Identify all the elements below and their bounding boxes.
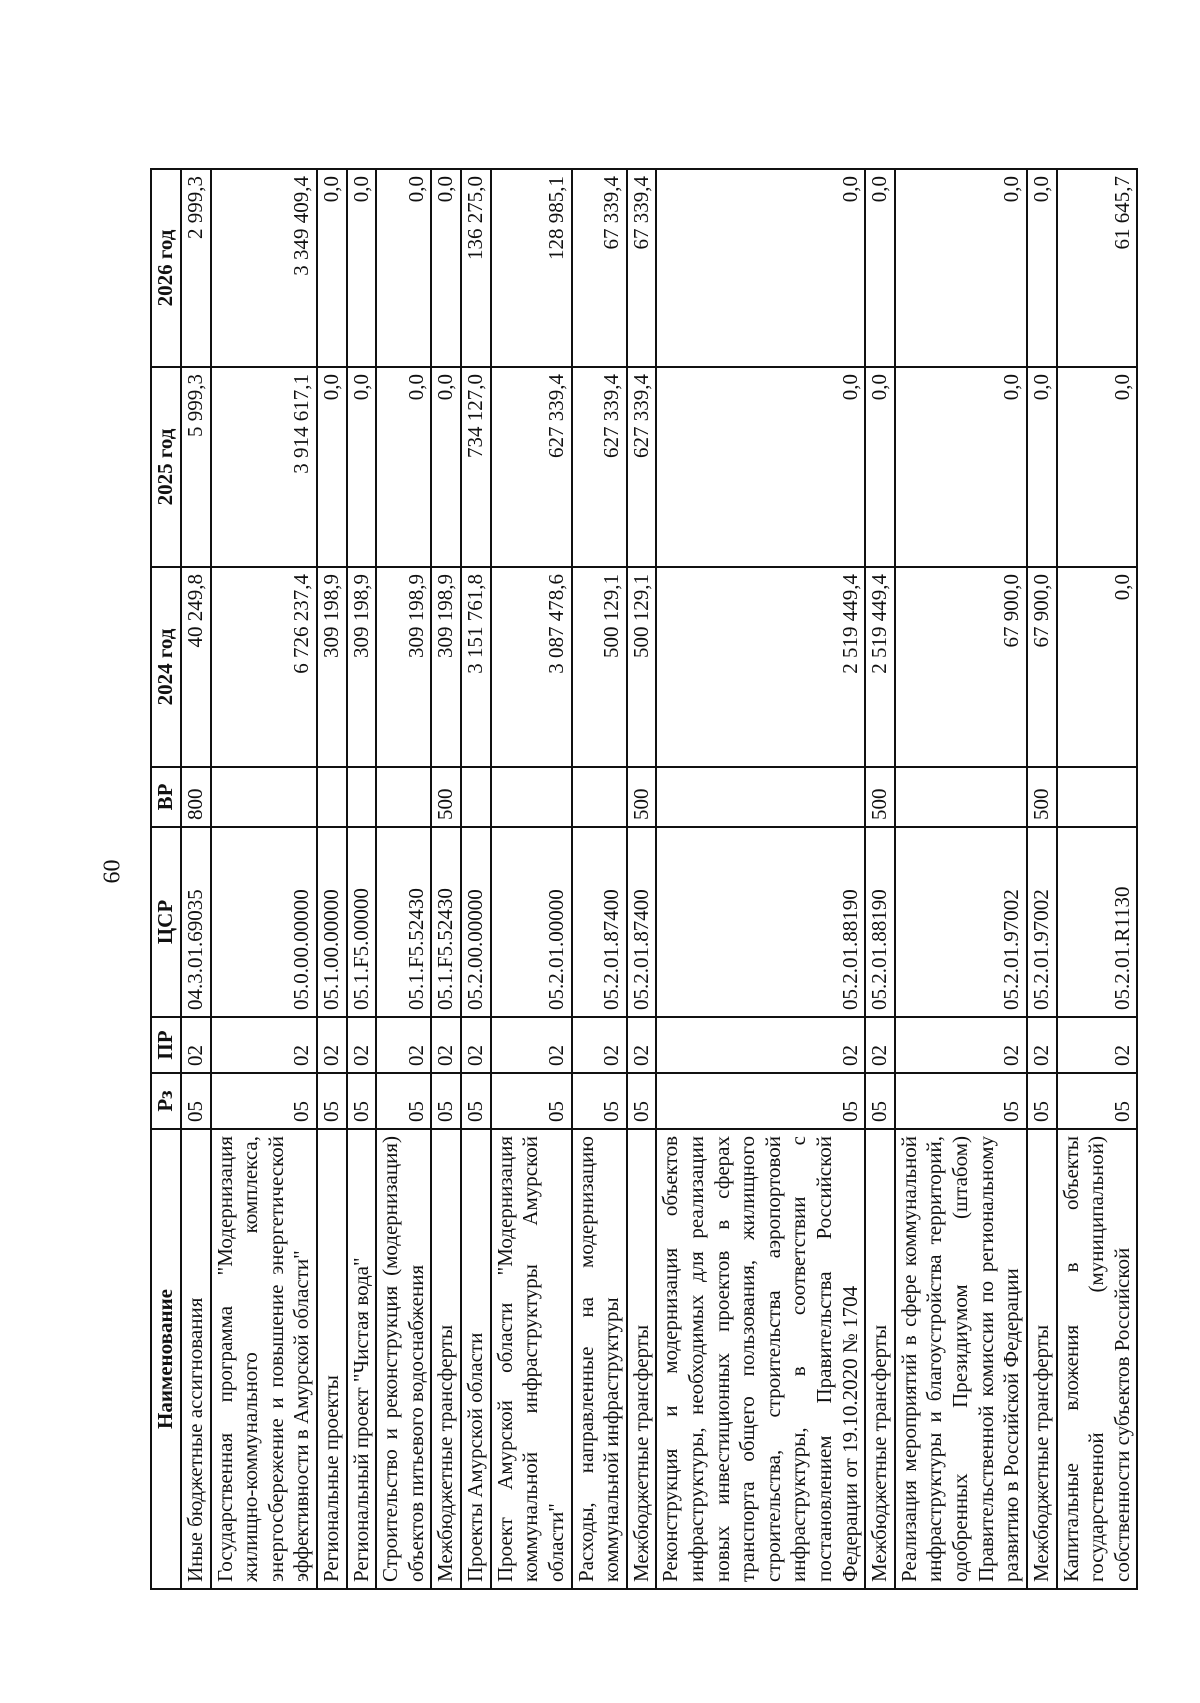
cell-2024: 500 129,1: [572, 567, 627, 767]
cell-csr: 05.1.F5.00000: [347, 827, 377, 1017]
cell-csr: 05.1.00.00000: [317, 827, 347, 1017]
header-csr: ЦСР: [151, 827, 181, 1017]
cell-2025: 0,0: [656, 367, 865, 567]
cell-vr: [895, 767, 1027, 827]
header-rz: Рз: [151, 1073, 181, 1129]
cell-2025: 5 999,3: [181, 367, 211, 567]
cell-2024: 309 198,9: [317, 567, 347, 767]
budget-table: [150, 168, 1138, 1590]
cell-csr: 05.2.01.R1130: [1057, 827, 1138, 1017]
cell-2026: 2 999,3: [181, 169, 211, 367]
cell-2026: 128 985,1: [491, 169, 572, 367]
table-row: [572, 169, 627, 1589]
cell-name: Капитальные вложения в объекты государственной (муниципальной) собственности субъектов Российской: [1057, 1129, 1138, 1589]
cell-2026: 0,0: [895, 169, 1027, 367]
cell-pr: 02: [181, 1017, 211, 1073]
cell-name: Реализация мероприятий в сфере коммунальной инфраструктуры и благоустройства территорий, одобренных Президиумом (штабом) Правительственной комиссии по региональному развитию в Российской Федерации: [895, 1129, 1027, 1589]
header-2025: 2025 год: [151, 367, 181, 567]
cell-rz: 05: [1057, 1073, 1138, 1129]
cell-rz: 05: [627, 1073, 657, 1129]
cell-pr: 02: [491, 1017, 572, 1073]
cell-rz: 05: [317, 1073, 347, 1129]
cell-rz: 05: [461, 1073, 491, 1129]
cell-vr: [572, 767, 627, 827]
table-row: [1027, 169, 1057, 1589]
cell-name: Иные бюджетные ассигнования: [181, 1129, 211, 1589]
cell-2026: 0,0: [1027, 169, 1057, 367]
cell-pr: 02: [317, 1017, 347, 1073]
cell-2025: 3 914 617,1: [211, 367, 317, 567]
cell-csr: 05.1.F5.52430: [431, 827, 461, 1017]
cell-rz: 05: [347, 1073, 377, 1129]
cell-2026: 0,0: [317, 169, 347, 367]
cell-2024: 500 129,1: [627, 567, 657, 767]
cell-2025: 627 339,4: [627, 367, 657, 567]
cell-pr: 02: [627, 1017, 657, 1073]
cell-csr: 05.2.01.97002: [895, 827, 1027, 1017]
cell-name: Государственная программа "Модернизация жилищно-коммунального комплекса, энергосбережение и повышение энергетической эффективности в Амурской области": [211, 1129, 317, 1589]
cell-csr: 04.3.01.69035: [181, 827, 211, 1017]
cell-vr: 500: [431, 767, 461, 827]
cell-csr: 05.2.01.88190: [865, 827, 895, 1017]
cell-rz: 05: [431, 1073, 461, 1129]
table-row: [376, 169, 431, 1589]
header-pr: ПР: [151, 1017, 181, 1073]
cell-2025: 0,0: [431, 367, 461, 567]
cell-2026: 0,0: [656, 169, 865, 367]
table-row: [656, 169, 865, 1589]
cell-pr: 02: [895, 1017, 1027, 1073]
cell-rz: 05: [181, 1073, 211, 1129]
table-row: [431, 169, 461, 1589]
cell-csr: 05.2.01.87400: [627, 827, 657, 1017]
table-row: [491, 169, 572, 1589]
table-body: [181, 169, 1137, 1589]
cell-2025: 0,0: [317, 367, 347, 567]
cell-vr: [1057, 767, 1138, 827]
cell-2025: 0,0: [865, 367, 895, 567]
cell-2024: 2 519 449,4: [865, 567, 895, 767]
cell-name: Региональные проекты: [317, 1129, 347, 1589]
cell-csr: 05.2.01.97002: [1027, 827, 1057, 1017]
cell-name: Строительство и реконструкция (модернизация) объектов питьевого водоснабжения: [376, 1129, 431, 1589]
cell-name: Региональный проект "Чистая вода": [347, 1129, 377, 1589]
header-2026: 2026 год: [151, 169, 181, 367]
cell-vr: [491, 767, 572, 827]
table-row: [317, 169, 347, 1589]
cell-2024: 309 198,9: [347, 567, 377, 767]
cell-2026: 3 349 409,4: [211, 169, 317, 367]
cell-rz: 05: [656, 1073, 865, 1129]
cell-rz: 05: [895, 1073, 1027, 1129]
cell-2026: 61 645,7: [1057, 169, 1138, 367]
cell-vr: [347, 767, 377, 827]
table-row: [627, 169, 657, 1589]
cell-2024: 40 249,8: [181, 567, 211, 767]
cell-2024: 67 900,0: [1027, 567, 1057, 767]
cell-csr: 05.2.01.88190: [656, 827, 865, 1017]
cell-rz: 05: [1027, 1073, 1057, 1129]
cell-csr: 05.2.01.87400: [572, 827, 627, 1017]
cell-name: Межбюджетные трансферты: [431, 1129, 461, 1589]
cell-2026: 0,0: [376, 169, 431, 367]
cell-vr: [461, 767, 491, 827]
header-name: Наименование: [151, 1129, 181, 1589]
cell-vr: [211, 767, 317, 827]
cell-2025: 627 339,4: [572, 367, 627, 567]
cell-vr: [656, 767, 865, 827]
cell-vr: [376, 767, 431, 827]
cell-pr: 02: [865, 1017, 895, 1073]
cell-2026: 67 339,4: [627, 169, 657, 367]
cell-2024: 3 087 478,6: [491, 567, 572, 767]
cell-name: Межбюджетные трансферты: [627, 1129, 657, 1589]
cell-2026: 67 339,4: [572, 169, 627, 367]
cell-pr: 02: [1027, 1017, 1057, 1073]
cell-rz: 05: [491, 1073, 572, 1129]
cell-2026: 0,0: [431, 169, 461, 367]
cell-name: Расходы, направленные на модернизацию коммунальной инфраструктуры: [572, 1129, 627, 1589]
cell-rz: 05: [865, 1073, 895, 1129]
cell-pr: 02: [376, 1017, 431, 1073]
cell-2026: 0,0: [347, 169, 377, 367]
cell-name: Проект Амурской области "Модернизация коммунальной инфраструктуры Амурской области": [491, 1129, 572, 1589]
cell-2025: 734 127,0: [461, 367, 491, 567]
cell-csr: 05.2.01.00000: [491, 827, 572, 1017]
cell-name: Проекты Амурской области: [461, 1129, 491, 1589]
table-row: [461, 169, 491, 1589]
table-row: [865, 169, 895, 1589]
cell-pr: 02: [347, 1017, 377, 1073]
page-number: 60: [99, 859, 126, 884]
header-2024: 2024 год: [151, 567, 181, 767]
cell-vr: 800: [181, 767, 211, 827]
cell-vr: [317, 767, 347, 827]
cell-2025: 0,0: [895, 367, 1027, 567]
cell-rz: 05: [211, 1073, 317, 1129]
cell-2025: 0,0: [1027, 367, 1057, 567]
cell-2024: 309 198,9: [376, 567, 431, 767]
table-container: [150, 170, 1134, 1590]
cell-rz: 05: [376, 1073, 431, 1129]
cell-pr: 02: [211, 1017, 317, 1073]
cell-pr: 02: [461, 1017, 491, 1073]
cell-2024: 309 198,9: [431, 567, 461, 767]
cell-2024: 0,0: [1057, 567, 1138, 767]
cell-pr: 02: [431, 1017, 461, 1073]
cell-2024: 2 519 449,4: [656, 567, 865, 767]
cell-vr: 500: [1027, 767, 1057, 827]
cell-2026: 0,0: [865, 169, 895, 367]
table-row: [895, 169, 1027, 1589]
table-row: [347, 169, 377, 1589]
cell-name: Межбюджетные трансферты: [1027, 1129, 1057, 1589]
table-row: [181, 169, 211, 1589]
cell-csr: 05.0.00.00000: [211, 827, 317, 1017]
cell-name: Межбюджетные трансферты: [865, 1129, 895, 1589]
cell-csr: 05.2.00.00000: [461, 827, 491, 1017]
cell-2025: 627 339,4: [491, 367, 572, 567]
cell-vr: 500: [865, 767, 895, 827]
cell-csr: 05.1.F5.52430: [376, 827, 431, 1017]
cell-2025: 0,0: [347, 367, 377, 567]
table-row: [211, 169, 317, 1589]
table-row: [1057, 169, 1138, 1589]
cell-pr: 02: [656, 1017, 865, 1073]
header-vr: ВР: [151, 767, 181, 827]
cell-2025: 0,0: [376, 367, 431, 567]
cell-2025: 0,0: [1057, 367, 1138, 567]
cell-vr: 500: [627, 767, 657, 827]
cell-2024: 67 900,0: [895, 567, 1027, 767]
cell-name: Реконструкция и модернизация объектов инфраструктуры, необходимых для реализации новых инвестиционных проектов в сферах транспорта общего пользования, жилищного строительства, строительства аэропортовой инфраструктуры, в соответствии с постановлением Правительства Российской Федерации от 19.10.2020 № 1704: [656, 1129, 865, 1589]
cell-2024: 3 151 761,8: [461, 567, 491, 767]
cell-pr: 02: [1057, 1017, 1138, 1073]
table-header-row: [151, 169, 181, 1589]
cell-rz: 05: [572, 1073, 627, 1129]
cell-2026: 136 275,0: [461, 169, 491, 367]
cell-2024: 6 726 237,4: [211, 567, 317, 767]
cell-pr: 02: [572, 1017, 627, 1073]
